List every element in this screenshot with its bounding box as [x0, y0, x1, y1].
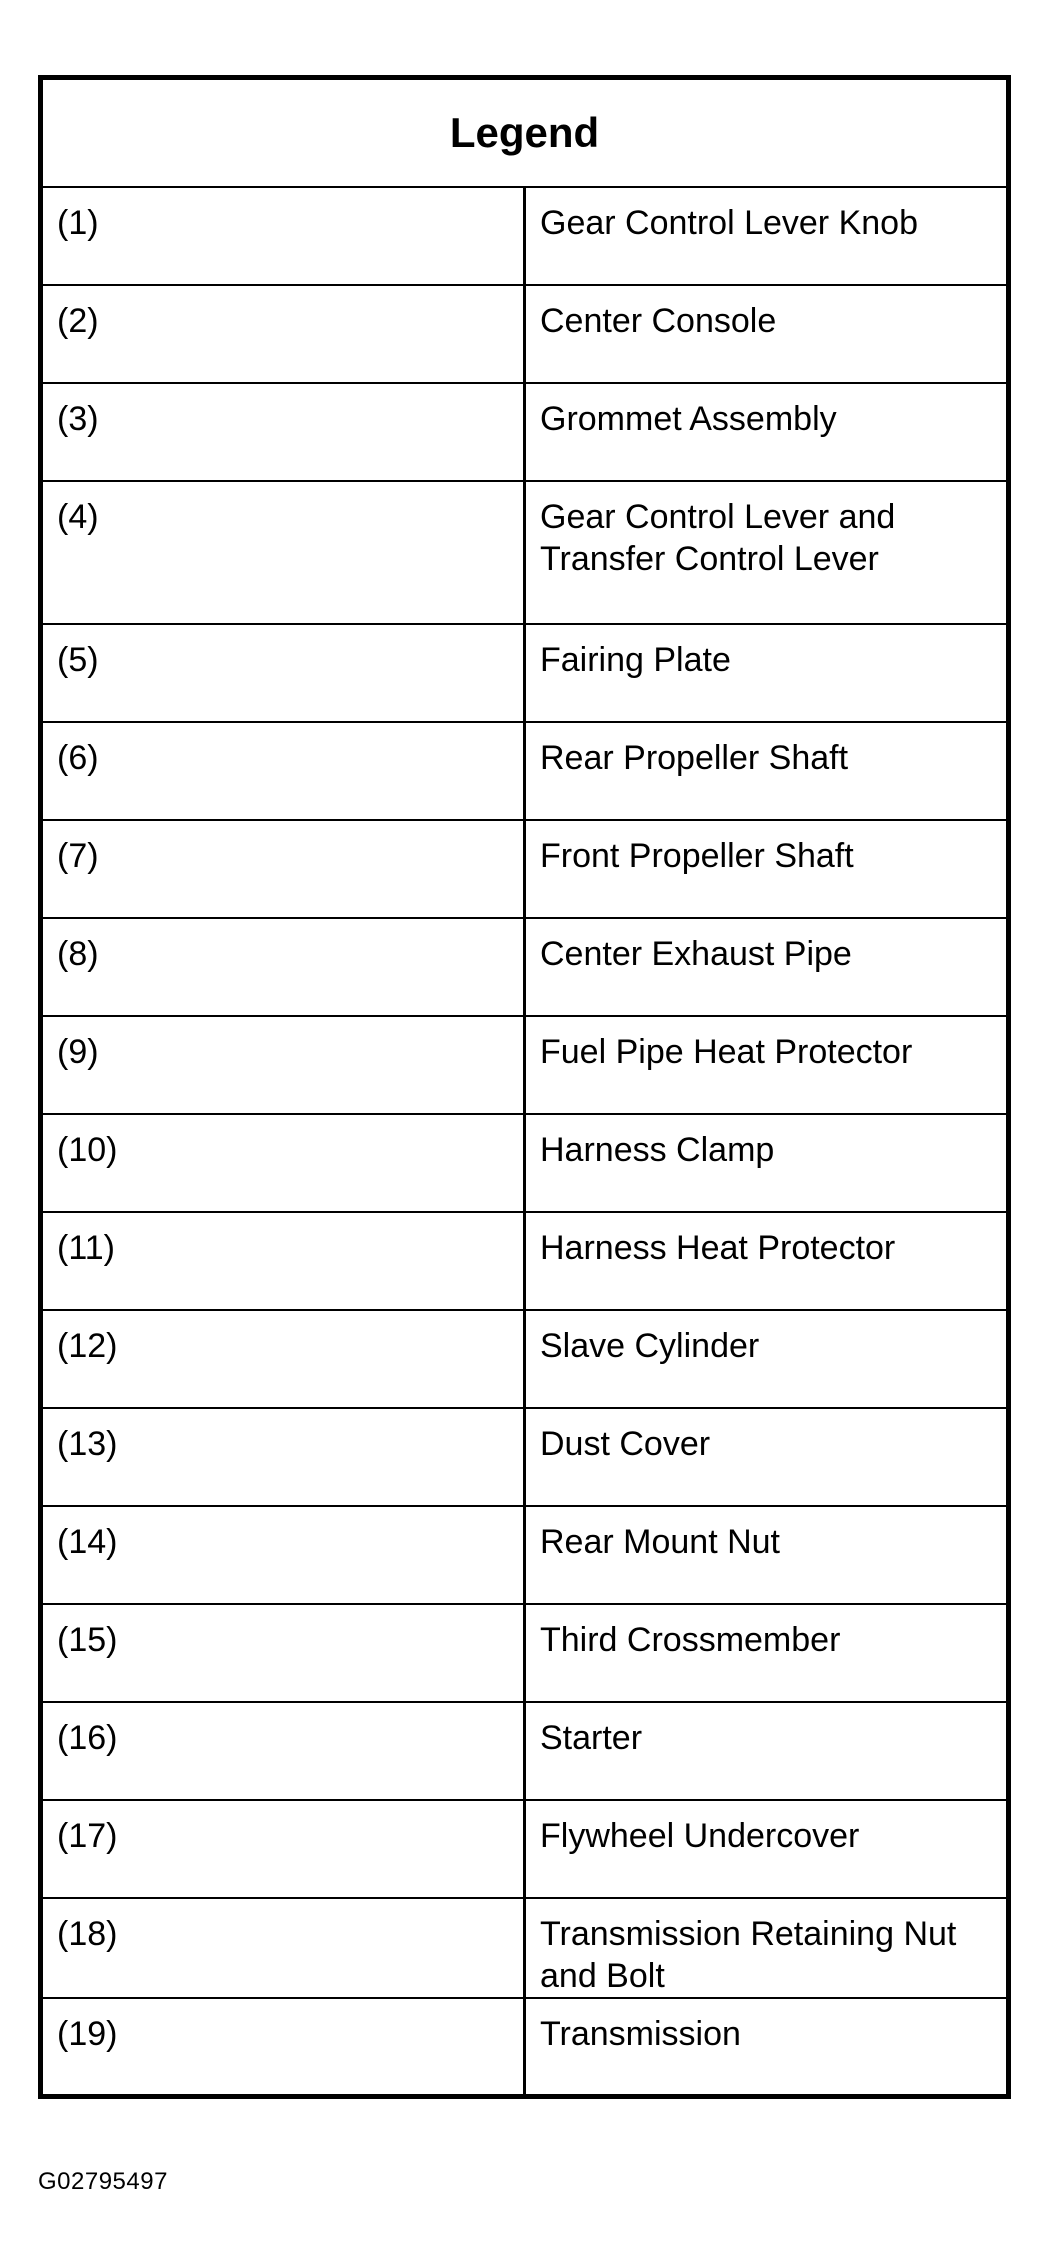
legend-item-number: (3)	[41, 383, 525, 481]
legend-row	[41, 624, 1009, 722]
legend-item-number: (15)	[41, 1604, 525, 1702]
legend-item-label: Gear Control Lever Knob	[525, 187, 1009, 285]
legend-item-label: Fairing Plate	[525, 624, 1009, 722]
legend-item-label: Dust Cover	[525, 1408, 1009, 1506]
legend-item-label: Center Console	[525, 285, 1009, 383]
legend-title: Legend	[41, 78, 1009, 188]
legend-item-label: Harness Heat Protector	[525, 1212, 1009, 1310]
legend-item-number: (8)	[41, 918, 525, 1016]
legend-item-label: Transmission Retaining Nut and Bolt	[525, 1898, 1009, 1998]
legend-row	[41, 383, 1009, 481]
legend-item-label: Rear Propeller Shaft	[525, 722, 1009, 820]
legend-item-label: Flywheel Undercover	[525, 1800, 1009, 1898]
legend-row	[41, 918, 1009, 1016]
legend-row	[41, 1114, 1009, 1212]
legend-item-number: (6)	[41, 722, 525, 820]
legend-row	[41, 1212, 1009, 1310]
legend-item-number: (4)	[41, 481, 525, 624]
legend-item-label: Third Crossmember	[525, 1604, 1009, 1702]
legend-item-label: Rear Mount Nut	[525, 1506, 1009, 1604]
legend-item-label: Slave Cylinder	[525, 1310, 1009, 1408]
legend-item-label: Harness Clamp	[525, 1114, 1009, 1212]
legend-row	[41, 1702, 1009, 1800]
legend-item-number: (10)	[41, 1114, 525, 1212]
legend-table	[38, 75, 1011, 2099]
legend-item-label: Grommet Assembly	[525, 383, 1009, 481]
legend-item-number: (14)	[41, 1506, 525, 1604]
legend-header-row	[41, 78, 1009, 188]
legend-item-number: (1)	[41, 187, 525, 285]
legend-row	[41, 187, 1009, 285]
legend-item-number: (18)	[41, 1898, 525, 1998]
legend-item-number: (16)	[41, 1702, 525, 1800]
legend-item-label: Front Propeller Shaft	[525, 820, 1009, 918]
legend-item-label: Transmission	[525, 1998, 1009, 2096]
legend-row	[41, 285, 1009, 383]
legend-row	[41, 1408, 1009, 1506]
legend-row	[41, 1310, 1009, 1408]
legend-item-number: (5)	[41, 624, 525, 722]
legend-item-label: Fuel Pipe Heat Protector	[525, 1016, 1009, 1114]
legend-item-number: (17)	[41, 1800, 525, 1898]
legend-row	[41, 722, 1009, 820]
legend-row	[41, 1604, 1009, 1702]
figure-id: G02795497	[38, 2168, 168, 2195]
legend-item-number: (13)	[41, 1408, 525, 1506]
legend-item-label: Center Exhaust Pipe	[525, 918, 1009, 1016]
legend-item-number: (11)	[41, 1212, 525, 1310]
legend-row	[41, 1506, 1009, 1604]
legend-item-number: (9)	[41, 1016, 525, 1114]
legend-row	[41, 1998, 1009, 2096]
legend-item-number: (7)	[41, 820, 525, 918]
legend-row	[41, 481, 1009, 624]
legend-item-number: (12)	[41, 1310, 525, 1408]
legend-item-label: Starter	[525, 1702, 1009, 1800]
legend-item-number: (2)	[41, 285, 525, 383]
legend-row	[41, 820, 1009, 918]
legend-item-label: Gear Control Lever and Transfer Control Lever	[525, 481, 1009, 624]
legend-item-number: (19)	[41, 1998, 525, 2096]
legend-row	[41, 1898, 1009, 1998]
legend-row	[41, 1800, 1009, 1898]
legend-row	[41, 1016, 1009, 1114]
